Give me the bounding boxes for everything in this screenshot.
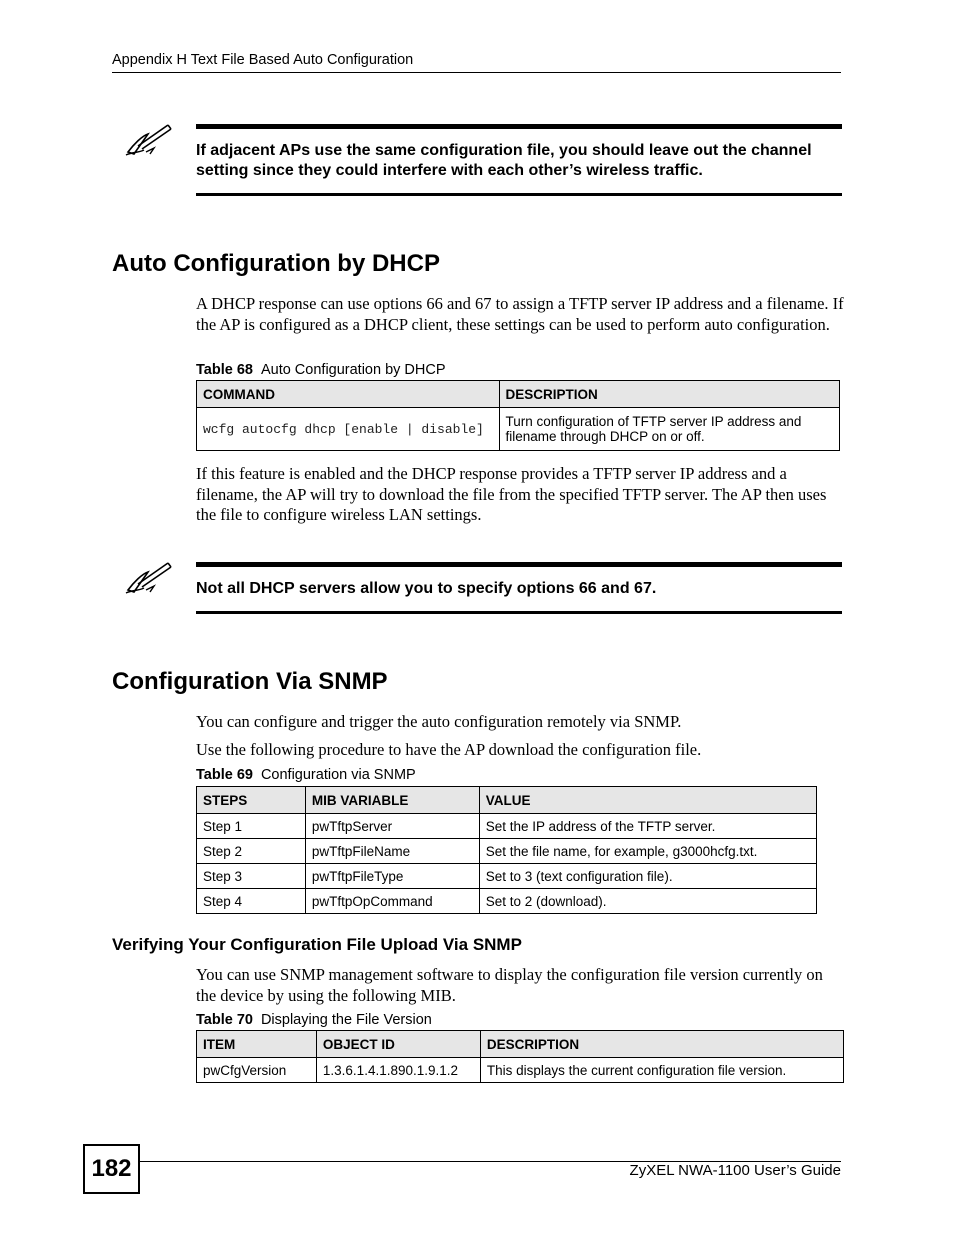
table-caption-title: Auto Configuration by DHCP bbox=[260, 362, 446, 378]
column-header: DESCRIPTION bbox=[480, 1031, 843, 1058]
column-header: MIB VARIABLE bbox=[305, 787, 479, 814]
column-header: DESCRIPTION bbox=[499, 381, 839, 408]
column-header: COMMAND bbox=[197, 381, 500, 408]
table-caption-label: Table 69 bbox=[196, 767, 253, 783]
table-cell: This displays the current configuration file version. bbox=[480, 1058, 843, 1083]
footer-guide-title: ZyXEL NWA-1100 User’s Guide bbox=[629, 1162, 841, 1179]
table-row bbox=[197, 1058, 844, 1083]
body-paragraph: A DHCP response can use options 66 and 67 to assign a TFTP server IP address and a filename. If the AP is configured as a DHCP client, these settings can be used to perform auto configuration. bbox=[196, 294, 844, 334]
table-cell: Set to 3 (text configuration file). bbox=[479, 864, 816, 889]
table-caption-title: Displaying the File Version bbox=[260, 1012, 432, 1028]
table-cell: pwTftpServer bbox=[305, 814, 479, 839]
table-caption-label: Table 68 bbox=[196, 362, 253, 378]
column-header: ITEM bbox=[197, 1031, 317, 1058]
table-cell: Step 4 bbox=[197, 889, 306, 914]
table-cell: pwTftpFileType bbox=[305, 864, 479, 889]
table-cell: Turn configuration of TFTP server IP address and filename through DHCP on or off. bbox=[499, 408, 839, 451]
table-cell: pwCfgVersion bbox=[197, 1058, 317, 1083]
table-dhcp bbox=[196, 380, 840, 451]
running-header: Appendix H Text File Based Auto Configuration bbox=[112, 52, 414, 68]
table-caption-title: Configuration via SNMP bbox=[260, 767, 416, 783]
subsection-heading: Verifying Your Configuration File Upload Via SNMP bbox=[112, 935, 522, 954]
table-caption-label: Table 70 bbox=[196, 1012, 253, 1028]
table-caption bbox=[196, 1011, 432, 1029]
body-paragraph: You can configure and trigger the auto configuration remotely via SNMP. bbox=[196, 712, 682, 731]
table-cell: wcfg autocfg dhcp [enable | disable] bbox=[197, 408, 500, 451]
note-pen-icon bbox=[124, 560, 174, 596]
table-cell: Set to 2 (download). bbox=[479, 889, 816, 914]
table-cell: pwTftpOpCommand bbox=[305, 889, 479, 914]
note-box bbox=[196, 562, 842, 614]
table-snmp bbox=[196, 786, 817, 914]
table-cell: Step 1 bbox=[197, 814, 306, 839]
page-number: 182 bbox=[83, 1144, 140, 1194]
header-rule bbox=[112, 72, 841, 73]
table-cell: Set the file name, for example, g3000hcfg.txt. bbox=[479, 839, 816, 864]
body-paragraph: You can use SNMP management software to display the configuration file version currently on the device by using the following MIB. bbox=[196, 965, 823, 1005]
table-cell: 1.3.6.1.4.1.890.1.9.1.2 bbox=[316, 1058, 480, 1083]
table-caption bbox=[196, 766, 416, 784]
table-row bbox=[197, 864, 817, 889]
section-heading: Auto Configuration by DHCP bbox=[112, 250, 440, 277]
note-pen-icon bbox=[124, 122, 174, 158]
body-paragraph: Use the following procedure to have the AP download the configuration file. bbox=[196, 740, 702, 759]
table-row bbox=[197, 814, 817, 839]
column-header: STEPS bbox=[197, 787, 306, 814]
table-row bbox=[197, 889, 817, 914]
section-heading: Configuration Via SNMP bbox=[112, 668, 388, 695]
table-row bbox=[197, 839, 817, 864]
table-cell: Step 2 bbox=[197, 839, 306, 864]
note-text: If adjacent APs use the same configuration file, you should leave out the channel setting since they could interfere with each other’s wireless traffic. bbox=[196, 142, 812, 179]
table-cell: Set the IP address of the TFTP server. bbox=[479, 814, 816, 839]
note-text: Not all DHCP servers allow you to specify options 66 and 67. bbox=[196, 580, 657, 597]
table-caption bbox=[196, 361, 446, 379]
table-cell: Step 3 bbox=[197, 864, 306, 889]
note-box bbox=[196, 124, 842, 196]
table-file-version bbox=[196, 1030, 844, 1083]
column-header: OBJECT ID bbox=[316, 1031, 480, 1058]
table-cell: pwTftpFileName bbox=[305, 839, 479, 864]
body-paragraph: If this feature is enabled and the DHCP response provides a TFTP server IP address and a filename, the AP will try to download the file from the specified TFTP server. The AP then uses the file to configure wireless LAN settings. bbox=[196, 464, 827, 524]
column-header: VALUE bbox=[479, 787, 816, 814]
table-row bbox=[197, 408, 840, 451]
